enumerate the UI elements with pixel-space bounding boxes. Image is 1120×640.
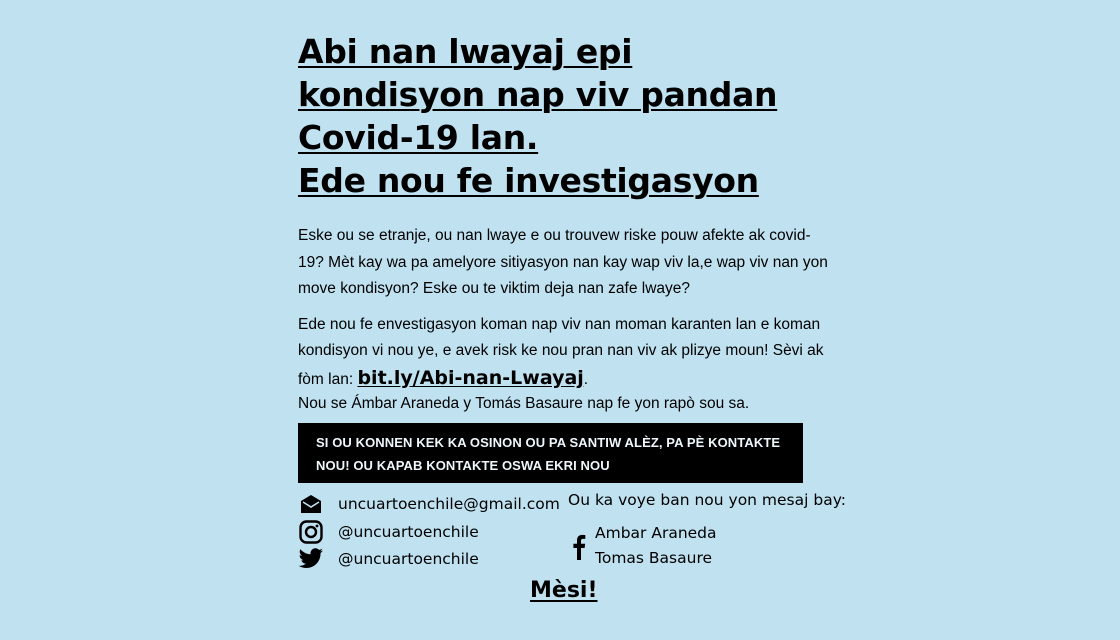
title-line-4: Ede nou fe investigasyon <box>298 161 759 200</box>
facebook-names <box>595 521 717 571</box>
closing-thanks: Mèsi! <box>530 578 598 603</box>
instagram-row <box>298 519 479 545</box>
instagram-handle[interactable]: @uncuartoenchile <box>338 523 479 541</box>
instagram-icon <box>298 519 324 545</box>
email-address[interactable]: uncuartoenchile@gmail.com <box>338 495 560 513</box>
survey-link-suffix: . <box>583 370 589 388</box>
survey-paragraph <box>298 312 828 394</box>
title-line-3: Covid-19 lan. <box>298 118 539 157</box>
twitter-handle[interactable]: @uncuartoenchile <box>338 550 479 568</box>
message-label: Ou ka voye ban nou yon mesaj bay: <box>568 491 846 509</box>
page-title <box>298 30 838 202</box>
contact-notice-banner: SI OU KONNEN KEK KA OSINON OU PA SANTIW ALÈZ, PA PÈ KONTAKTE NOU! OU KAPAB KONTAKTE OSWA EKRI NOU <box>298 423 803 483</box>
survey-link[interactable]: bit.ly/Abi-nan-Lwayaj <box>357 366 584 389</box>
facebook-icon <box>572 534 588 560</box>
survey-text: Ede nou fe envestigasyon koman nap viv nan moman karanten lan e koman kondisyon vi nou ye, e avek risk ke nou pran nan viv ak plizye moun! Sèvi ak fòm lan: <box>298 315 824 388</box>
twitter-row <box>298 546 479 572</box>
title-line-2: kondisyon nap viv pandan <box>298 75 778 114</box>
email-row <box>298 491 560 517</box>
title-line-1: Abi nan lwayaj epi <box>298 32 633 71</box>
envelope-icon <box>298 491 324 517</box>
contact-section <box>298 491 846 581</box>
authors-credit: Nou se Ámbar Araneda y Tomás Basaure nap fe yon rapò sou sa. <box>298 395 750 412</box>
name-ambar[interactable]: Ambar Araneda <box>595 524 717 542</box>
intro-paragraph: Eske ou se etranje, ou nan lwaye e ou trouvew riske pouw afekte ak covid-19? Mèt kay wa pa amelyore sitiyasyon nan kay wap viv la,e wap viv nan yon move kondisyon? Eske ou te viktim deja nan zafe lwaye? <box>298 227 828 297</box>
flyer <box>298 30 846 581</box>
name-tomas[interactable]: Tomas Basaure <box>595 549 713 567</box>
twitter-icon <box>298 546 324 572</box>
